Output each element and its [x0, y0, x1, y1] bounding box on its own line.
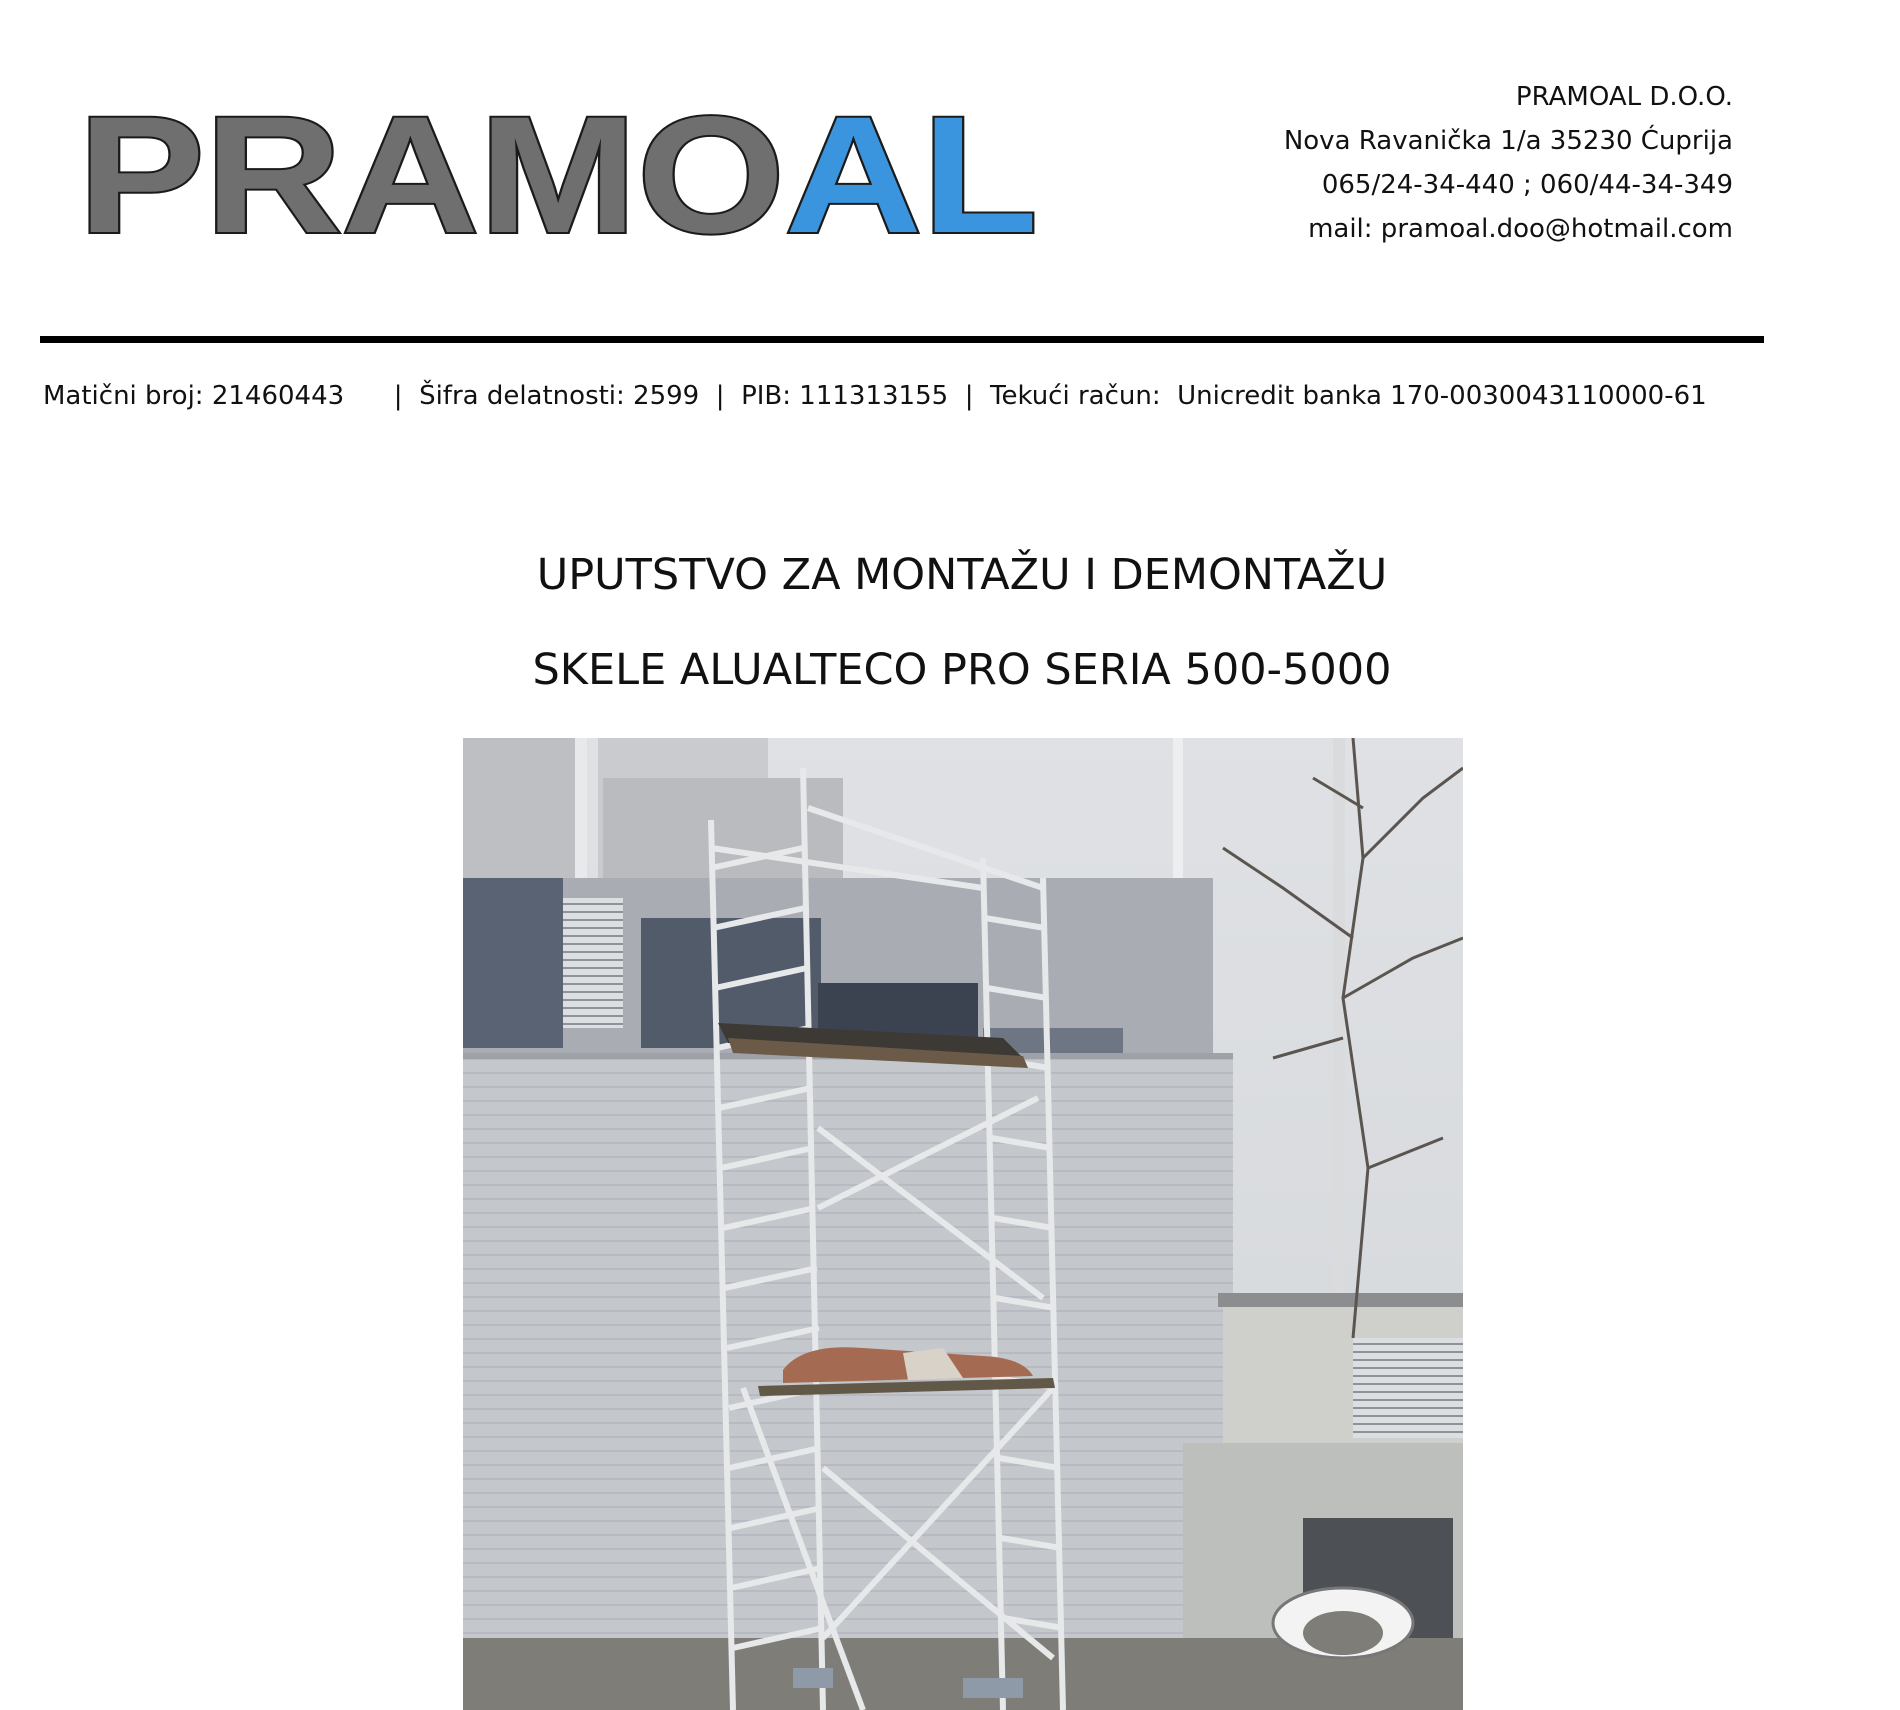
tax-id: PIB: 111313155 [741, 381, 949, 411]
company-info [1284, 75, 1733, 251]
company-address: Nova Ravanička 1/a 35230 Ćuprija [1283, 126, 1733, 156]
registration-line [43, 381, 1707, 411]
separator: | [715, 381, 725, 411]
company-phones: 065/24-34-440 ; 060/44-34-349 [1321, 170, 1733, 200]
separator: | [964, 381, 974, 411]
pramoal-logo [78, 95, 1038, 255]
header-divider [40, 336, 1764, 343]
document-title: UPUTSTVO ZA MONTAŽU I DEMONTAŽU [536, 550, 1388, 600]
registration-number: Matični broj: 21460443 [43, 381, 345, 411]
bank-account: Tekući račun: Unicredit banka 170-0030043110000-61 [989, 381, 1707, 411]
separator: | [393, 381, 403, 411]
activity-code: Šifra delatnosti: 2599 [419, 381, 700, 411]
svg-text:PRAMOAL: PRAMO AL [78, 95, 1007, 255]
company-email: mail: pramoal.doo@hotmail.com [1308, 214, 1733, 244]
company-name: PRAMOAL D.O.O. [1515, 82, 1733, 112]
scaffold-photo [463, 738, 1463, 1710]
document-subtitle: SKELE ALUALTECO PRO SERIA 500-5000 [532, 645, 1392, 695]
